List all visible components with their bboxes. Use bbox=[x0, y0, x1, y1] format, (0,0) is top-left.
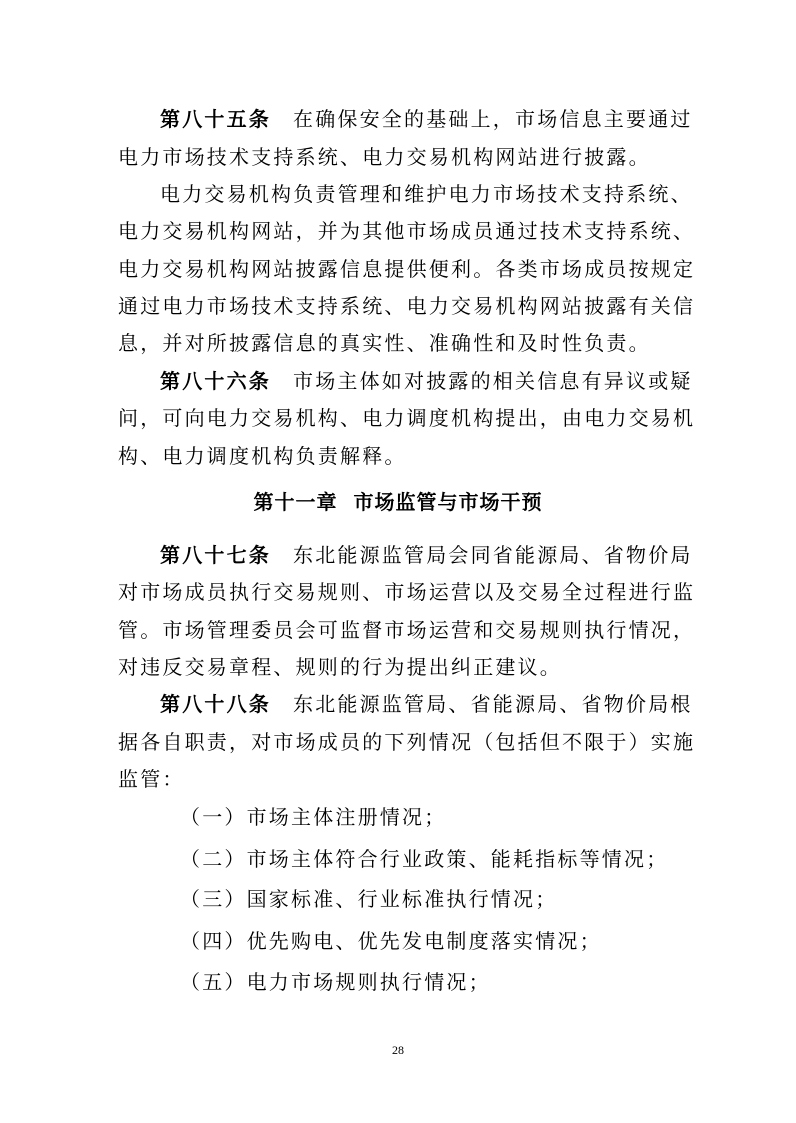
article-85-text: 在确保安全的基础上，市场信息主要通过 bbox=[293, 107, 693, 131]
article-86-line-3: 构、电力调度机构负责解释。 bbox=[118, 444, 407, 468]
article-87-line-2: 对市场成员执行交易规则、市场运营以及交易全过程进行监 bbox=[118, 580, 696, 604]
list-item: （一）市场主体注册情况； bbox=[180, 805, 447, 829]
article-85-label: 第八十五条 bbox=[160, 107, 271, 131]
article-88-line-2: 据各自职责，对市场成员的下列情况（包括但不限于）实施 bbox=[118, 730, 696, 754]
list-item: （三）国家标准、行业标准执行情况； bbox=[180, 887, 558, 911]
article-85-para2-line-3: 电力交易机构网站披露信息提供便利。各类市场成员按规定 bbox=[118, 257, 696, 281]
article-86-line-1 bbox=[160, 369, 720, 393]
article-85-line-1 bbox=[160, 107, 720, 131]
article-88-line-1 bbox=[160, 692, 720, 716]
article-85-para2-line-1: 电力交易机构负责管理和维护电力市场技术支持系统、 bbox=[160, 182, 693, 206]
article-88-line-3: 监管： bbox=[118, 767, 185, 791]
article-87-line-1 bbox=[160, 543, 720, 567]
article-85-line-2: 电力市场技术支持系统、电力交易机构网站进行披露。 bbox=[118, 145, 651, 169]
article-87-line-3: 管。市场管理委员会可监督市场运营和交易规则执行情况， bbox=[118, 618, 696, 642]
article-85-para2-line-2: 电力交易机构网站，并为其他市场成员通过技术支持系统、 bbox=[118, 219, 696, 243]
article-86-line-2: 问，可向电力交易机构、电力调度机构提出，由电力交易机 bbox=[118, 406, 696, 430]
chapter-title: 第十一章 市场监管与市场干预 bbox=[253, 490, 543, 514]
article-88-text: 东北能源监管局、省能源局、省物价局根 bbox=[293, 692, 693, 716]
article-85-para2-line-4: 通过电力市场技术支持系统、电力交易机构网站披露有关信 bbox=[118, 294, 696, 318]
article-88-label: 第八十八条 bbox=[160, 692, 271, 716]
article-86-text: 市场主体如对披露的相关信息有异议或疑 bbox=[293, 369, 693, 393]
article-87-line-4: 对违反交易章程、规则的行为提出纠正建议。 bbox=[118, 655, 562, 679]
list-item: （二）市场主体符合行业政策、能耗指标等情况； bbox=[180, 847, 669, 871]
article-85-para2-line-5: 息，并对所披露信息的真实性、准确性和及时性负责。 bbox=[118, 331, 651, 355]
article-86-label: 第八十六条 bbox=[160, 369, 271, 393]
page-number: 28 bbox=[392, 1043, 404, 1057]
article-87-text: 东北能源监管局会同省能源局、省物价局 bbox=[293, 543, 693, 567]
list-item: （五）电力市场规则执行情况； bbox=[180, 970, 491, 994]
article-87-label: 第八十七条 bbox=[160, 543, 271, 567]
list-item: （四）优先购电、优先发电制度落实情况； bbox=[180, 929, 602, 953]
